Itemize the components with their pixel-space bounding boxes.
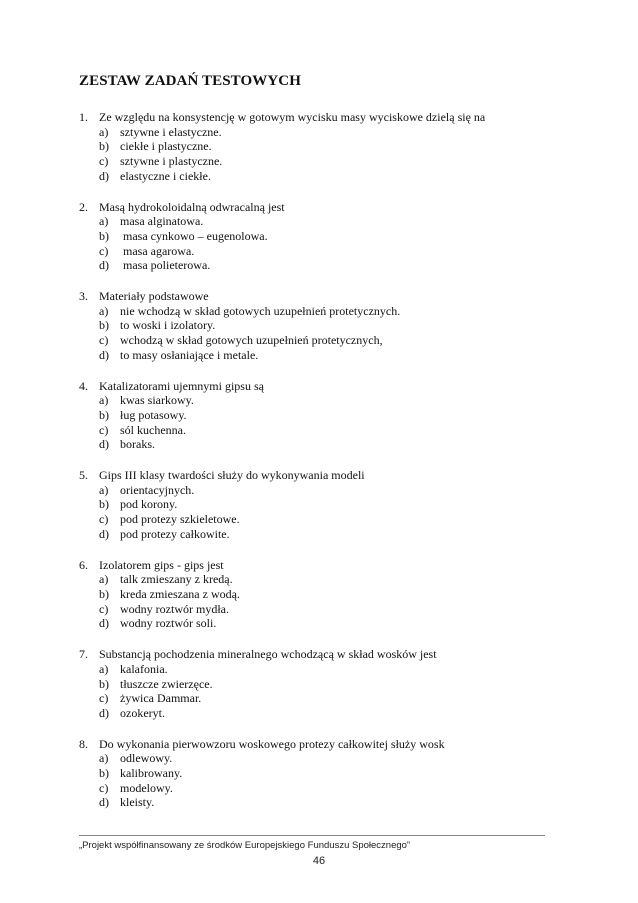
option-letter: d) [99,437,109,452]
answer-option [79,154,559,169]
option-letter: d) [99,795,109,810]
question-text: Ze względu na konsystencję w gotowym wycisku masy wyciskowe dzielą się na [99,110,486,124]
question-6 [79,558,559,632]
question-text: Do wykonania pierwowzoru woskowego protezy całkowitej służy wosk [99,736,445,751]
answer-option [79,244,559,259]
question-number: 2. [79,199,88,214]
option-text: kleisty. [120,795,155,810]
option-text: ciekłe i plastyczne. [120,139,212,154]
answer-option [79,169,559,184]
option-letter: c) [99,422,109,437]
question-5 [79,468,559,542]
question-number: 5. [79,468,88,483]
answer-option [79,333,559,348]
option-letter: a) [99,482,109,497]
option-text: boraks. [120,437,155,452]
answer-option [79,348,559,363]
option-letter: c) [99,512,109,527]
option-letter: b) [99,766,109,781]
page-number: 46 [312,855,326,867]
question-line [79,110,559,125]
question-2 [79,200,559,274]
question-line [79,200,559,215]
question-1 [79,110,559,184]
option-letter: a) [99,303,109,318]
answer-option [79,766,559,781]
answer-option [79,602,559,617]
question-number: 3. [79,289,88,304]
option-text: orientacyjnych. [120,482,195,497]
option-letter: d) [99,258,109,273]
option-letter: c) [99,154,109,169]
option-text: pod protezy całkowite. [120,526,230,541]
question-number: 1. [79,110,88,124]
option-letter: a) [99,214,109,229]
option-text: modelowy. [120,780,173,795]
answer-option [79,318,559,333]
question-number: 7. [79,647,88,662]
answer-option [79,662,559,677]
question-4 [79,379,559,453]
question-line [79,379,559,394]
option-letter: b) [99,497,109,512]
question-line [79,647,559,662]
option-text: pod protezy szkieletowe. [120,512,240,527]
answer-option [79,677,559,692]
option-text: kalafonia. [120,661,168,676]
footer-text: „Projekt współfinansowany ze środków Europejskiego Funduszu Społecznego” [79,840,411,851]
question-8 [79,737,559,811]
answer-option [79,572,559,587]
option-letter: c) [99,691,109,706]
question-text: Masą hydrokoloidalną odwracalną jest [99,199,285,214]
option-text: sztywne i elastyczne. [120,124,222,139]
answer-option [79,258,559,273]
question-number: 8. [79,736,88,751]
question-text: Materiały podstawowe [99,289,209,304]
option-text: masa agarowa. [120,243,195,258]
answer-option [79,423,559,438]
option-text: ług potasowy. [120,407,187,422]
option-text: masa polieterowa. [120,258,211,273]
answer-option [79,751,559,766]
option-letter: a) [99,661,109,676]
option-text: nie wchodzą w skład gotowych uzupełnień protetycznych. [120,303,401,318]
option-letter: b) [99,228,109,243]
option-letter: b) [99,318,109,333]
option-text: sztywne i plastyczne. [120,154,223,169]
answer-option [79,437,559,452]
answer-option [79,483,559,498]
question-line [79,289,559,304]
option-letter: b) [99,676,109,691]
option-text: odlewowy. [120,751,173,766]
option-text: kwas siarkowy. [120,393,194,408]
page-title: ZESTAW ZADAŃ TESTOWYCH [79,73,301,89]
question-line [79,558,559,573]
answer-option [79,304,559,319]
question-text: Gips III klasy twardości służy do wykonywania modeli [99,468,365,483]
answer-option [79,587,559,602]
question-line [79,737,559,752]
question-text: Substancją pochodzenia mineralnego wchodzącą w skład wosków jest [99,647,437,662]
answer-option [79,497,559,512]
answer-option [79,795,559,810]
option-text: to masy osłaniające i metale. [120,347,259,362]
answer-option [79,527,559,542]
option-text: tłuszcze zwierzęce. [120,676,213,691]
option-letter: d) [99,347,109,362]
option-letter: d) [99,526,109,541]
option-text: talk zmieszany z kredą. [120,572,233,587]
option-text: sól kuchenna. [120,422,186,437]
option-letter: d) [99,616,109,631]
answer-option [79,214,559,229]
answer-option [79,139,559,154]
option-letter: d) [99,705,109,720]
option-text: kalibrowany. [120,766,183,781]
option-letter: b) [99,586,109,601]
option-text: kreda zmieszana z wodą. [120,586,240,601]
answer-option [79,512,559,527]
option-letter: a) [99,572,109,587]
option-letter: c) [99,601,109,616]
option-text: pod korony. [120,497,178,512]
option-letter: b) [99,407,109,422]
option-letter: a) [99,124,109,139]
question-number: 6. [79,557,88,572]
answer-option [79,781,559,796]
question-number: 4. [79,378,88,393]
option-text: to woski i izolatory. [120,318,216,333]
option-text: masa alginatowa. [120,214,204,229]
answer-option [79,408,559,423]
option-letter: c) [99,333,109,348]
answer-option [79,125,559,140]
option-letter: d) [99,168,109,183]
question-line [79,468,559,483]
answer-option [79,616,559,631]
option-letter: c) [99,243,109,258]
question-7 [79,647,559,721]
option-letter: c) [99,780,109,795]
option-letter: b) [99,139,109,154]
answer-option [79,691,559,706]
option-text: wchodzą w skład gotowych uzupełnień protetycznych, [120,333,383,348]
question-text: Izolatorem gips - gips jest [99,557,224,572]
footer-divider [79,835,545,836]
option-text: ozokeryt. [120,705,165,720]
answer-option [79,229,559,244]
option-letter: a) [99,393,109,408]
option-text: masa cynkowo – eugenolowa. [120,228,268,243]
question-list [79,110,559,826]
option-text: wodny roztwór mydła. [120,601,229,616]
answer-option [79,706,559,721]
option-letter: a) [99,751,109,766]
option-text: wodny roztwór soli. [120,616,217,631]
question-text: Katalizatorami ujemnymi gipsu są [99,378,264,393]
option-text: elastyczne i ciekłe. [120,168,211,183]
answer-option [79,393,559,408]
question-3 [79,289,559,363]
option-text: żywica Dammar. [120,691,202,706]
